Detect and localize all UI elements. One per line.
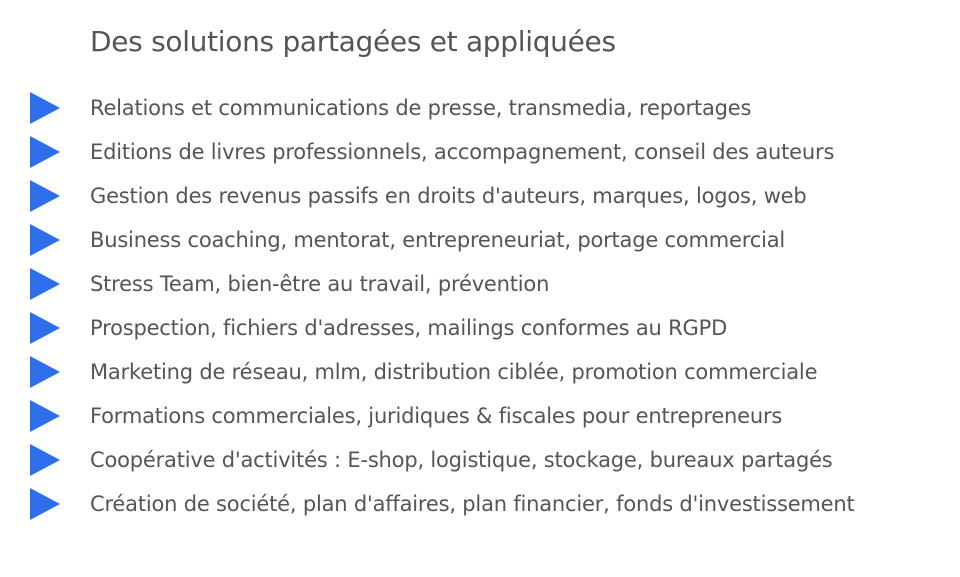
- list-item: [0, 130, 960, 174]
- list-item-label: Création de société, plan d'affaires, plan financier, fonds d'investissement: [90, 492, 855, 516]
- list-item-label: Business coaching, mentorat, entrepreneuriat, portage commercial: [90, 228, 786, 252]
- list-item-label: Prospection, fichiers d'adresses, mailings conformes au RGPD: [90, 316, 728, 340]
- triangle-right-icon: [30, 268, 60, 300]
- list-item: [0, 350, 960, 394]
- triangle-right-icon: [30, 400, 60, 432]
- triangle-right-icon: [30, 356, 60, 388]
- list-item-label: Relations et communications de presse, transmedia, reportages: [90, 96, 752, 120]
- list-item-label: Formations commerciales, juridiques & fiscales pour entrepreneurs: [90, 404, 783, 428]
- list-item: [0, 86, 960, 130]
- triangle-right-icon: [30, 444, 60, 476]
- list-item: [0, 218, 960, 262]
- page-title: Des solutions partagées et appliquées: [90, 25, 616, 58]
- list-item-label: Gestion des revenus passifs en droits d'auteurs, marques, logos, web: [90, 184, 807, 208]
- triangle-right-icon: [30, 136, 60, 168]
- list-item: [0, 262, 960, 306]
- list-item-label: Coopérative d'activités : E-shop, logistique, stockage, bureaux partagés: [90, 448, 833, 472]
- list-item-label: Marketing de réseau, mlm, distribution ciblée, promotion commerciale: [90, 360, 818, 384]
- triangle-right-icon: [30, 312, 60, 344]
- list-item: [0, 482, 960, 526]
- list-item-label: Editions de livres professionnels, accompagnement, conseil des auteurs: [90, 140, 835, 164]
- triangle-right-icon: [30, 224, 60, 256]
- triangle-right-icon: [30, 92, 60, 124]
- triangle-right-icon: [30, 488, 60, 520]
- list-item: [0, 438, 960, 482]
- list-item: [0, 306, 960, 350]
- list-item: [0, 394, 960, 438]
- solutions-list: [0, 86, 960, 526]
- list-item-label: Stress Team, bien-être au travail, prévention: [90, 272, 550, 296]
- triangle-right-icon: [30, 180, 60, 212]
- list-item: [0, 174, 960, 218]
